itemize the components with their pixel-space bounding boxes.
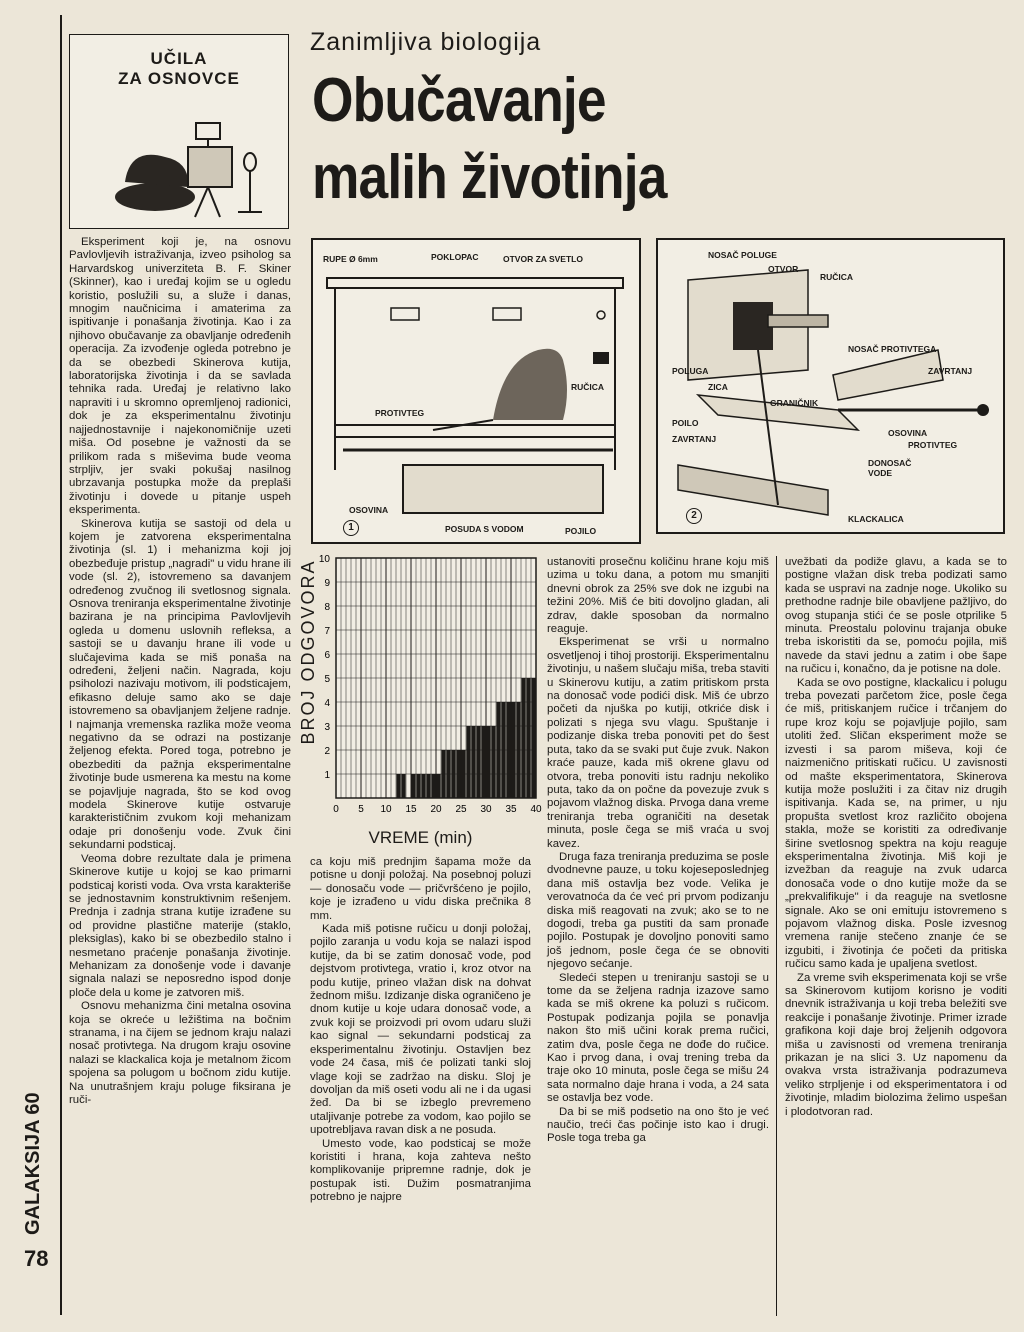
bar [492, 726, 496, 798]
label-wire: ZICA [708, 382, 728, 392]
label-water-dish: POSUDA S VODOM [445, 524, 524, 534]
y-tick-label: 3 [324, 722, 330, 733]
y-tick-label: 10 [318, 554, 330, 565]
column-1 [69, 236, 291, 1107]
label-screw-bottom: ZAVRTANJ [672, 434, 717, 444]
bar [472, 726, 476, 798]
paragraph: Druga faza treniranja preduzima se posle dvodnevne pauze, u toku kojeseposlednjeg dana miš ostavlja bez vode. Velika je verovatnoća da će već pri prvom podizanju diska miš reagovati na zvuk; ako se to ne dogodi, treba ga pustiti da sam pronađe pojilo. Postupak je dovoljno ponoviti samo još jednom, posle čega će se obnoviti njegovo sećanje. [547, 850, 769, 971]
bar [412, 774, 416, 798]
bar [397, 774, 401, 798]
x-tick-label: 25 [455, 804, 467, 815]
y-tick-label: 7 [324, 626, 330, 637]
label-lever: POLUGA [672, 366, 709, 376]
y-tick-label: 1 [324, 770, 330, 781]
column-3 [547, 556, 769, 1146]
bar [527, 678, 531, 798]
x-tick-label: 5 [358, 804, 364, 815]
paragraph: Da bi se miš podsetio na ono što je već naučio, treći čas počinje isto kao i drugi. Posle toga treba ga [547, 1105, 769, 1145]
y-tick-label: 8 [324, 602, 330, 613]
y-tick-label: 6 [324, 650, 330, 661]
paragraph: Eksperiment koji je, na osnovu Pavlovljevih istraživanja, izveo psiholog sa Harvardskog univerziteta B. F. Skiner (Skinner), kao i uređaj kojim se u ogledu koristio, poslužili su, a služe i danas, mnogim naučnicima i amaterima za ispitivanje i ponašanja životinja. Kao i za njihovo obučavanje za obavljanje određenih operacija. Za izvođenje ogleda potrebno je da se obezbedi Skinerova kutija, laboratorijska životinja i da se savlada tehnika rada. Uređaj je relativno lako napraviti i u skromno opremljenoj radionici, dok je za eksperimentalnu životinju najjednostavnije i najekonomičnije uzeti miša. Od posebne je važnosti da se prilikom rada s miševima bude veoma strpljiv, jer svaki pokušaj nasilnog ubrzavanja postupka može da preplaši životinju i dovede u pitanje uspeh eksperimenta. [69, 236, 291, 517]
figure-1-number: 1 [343, 520, 359, 536]
label-counterweight-mount: NOSAČ PROTIVTEGA [848, 344, 937, 354]
bar [402, 774, 406, 798]
bar [497, 702, 501, 798]
paragraph: Umesto vode, kao podsticaj se može koristiti i hrana, koja zahteva nešto komplikovanije pripremne radnje, dok je postupak isti. Dužim posmatranjima potrebno je najpre [310, 1137, 531, 1204]
response-chart [298, 552, 543, 852]
label-opening: OTVOR [768, 264, 799, 274]
x-tick-label: 35 [505, 804, 517, 815]
bar [457, 750, 461, 798]
y-tick-label: 4 [324, 698, 330, 709]
column-2 [310, 856, 531, 1205]
school-aids-badge [69, 34, 289, 229]
paragraph: Eksperimenat se vrši u normalno osvetljenoj i tihoj prostoriji. Eksperimentalnu životinju, u našem slučaju miša, treba staviti u Skinerovu kutiju, a zatim pritiskom prsta na donosač vode podići disk. Miš će ubrzo početi da njuška po kutiji, otkriće disk i polizati s njega svu vlagu. Spuštanje i podizanje diska treba ponoviti pet do šest puta, tako da se svaki put čuje zvuk. Nakon kraće pauze, kada miš okrene glavu od otvora, treba ponoviti istu radnju nekoliko puta, tako da on počne da povezuje zvuk s pojavom vlažnog diska. Prvoga dana vreme treniranja treba ograničiti na desetak minuta, posle čega se miš vraća u svoj kavez. [547, 636, 769, 850]
bar [507, 702, 511, 798]
paragraph: Skinerova kutija se sastoji od dela u kojem je zatvorena eksperimentalna životinja (sl. 1) i mehanizma koji joj obezbeđuje pristup „nagradi" u vidu hrane ili vode (sl. 2), istovremeno sa davanjem određenog zvučnog ili svetlosnog signala. Osnova treniranja eksperimentalne životinje bazirana je na principima Pavlovljevih ogleda u domenu uslovnih refleksa, a sastoji se u davanju hrane ili vode u slučajevima kada se miš ponaša na određeni, željeni način. Nagrada, koju psiholozi nazivaju motivom, ili podsticajem, efikasno deluje samo ako se daje istovremeno sa obavljanjem željene radnje. I najmanja vremenska razlika može veoma negativno da se odrazi na postizanje željenog efekta. Pored toga, potrebno je obezbediti da pažnja eksperimentalne životinje bude usmerena ka mestu na kome se pojavljuje nagrada, što se kod ovog modela Skinerove kutije ostvaruje karakterističnim zvukom koji mehanizam odaje pri donošenju vode. Zvuk čini sekundarni podsticaj. [69, 517, 291, 852]
paragraph: ustanoviti prosečnu količinu hrane koju miš uzima u toku dana, a potom mu smanjiti dnevni obrok za 25% sve dok ne izgubi na težini 20%. Miš će biti dovoljno gladan, ali zdrav, dakle sposoban da normalno reaguje. [547, 556, 769, 636]
x-tick-label: 0 [333, 804, 339, 815]
bar [487, 726, 491, 798]
bar [522, 678, 526, 798]
column-rule [776, 556, 777, 1316]
bar [502, 702, 506, 798]
bar [442, 750, 446, 798]
bar [437, 774, 441, 798]
bar [452, 750, 456, 798]
paragraph: Kada se ovo postigne, klackalicu i polugu treba povezati parčetom žice, posle čega će miš, pritiskanjem ručice i trčanjem do rupe kroz koju se pojavljuje pojilo, sam utoliti žeđ. Sličan eksperiment može se izvesti i sa parom miševa, koji će naizmenično pritiskati ručicu. U zavisnosti od mašte eksperimentatora, Skinerova kutija može poslužiti i za čitav niz drugih ispitivanja. Kada se, na primer, u nju propušta svetlost kroz različito obojena stakla, može se koristiti za određivanje širine svetlosnog spektra na koju reaguje eksperimentalna životinja. Miš koji je izvežban da reaguje na zvuk udarca donosača vode o dno kutije može da se „prekvalifikuje" i da reaguje na svetlosne signale. Ako se oni emituju istovremeno s pojavom vlažnog diska. Posle izvesnog vremena ranije stečeno znanje će se izgubiti, i životinja će početi da pritiska ručicu samo kada je upaljena svetlost. [785, 676, 1007, 971]
bar [482, 726, 486, 798]
figure-1-skinner-box [311, 238, 641, 544]
badge-illustration [70, 87, 288, 227]
y-tick-label: 2 [324, 746, 330, 757]
y-tick-label: 9 [324, 578, 330, 589]
figure-2-number: 2 [686, 508, 702, 524]
bar [467, 726, 471, 798]
bar [462, 750, 466, 798]
page-number: 78 [24, 1246, 49, 1271]
label-water-carrier: DONOSAČ VODE [868, 458, 912, 478]
bar [447, 750, 451, 798]
bar [417, 774, 421, 798]
y-tick-label: 5 [324, 674, 330, 685]
x-tick-label: 10 [380, 804, 392, 815]
column-4 [785, 556, 1007, 1119]
article-kicker: Zanimljiva biologija [310, 28, 542, 56]
article-title-line-2: malih životinja [312, 143, 667, 212]
x-tick-label: 20 [430, 804, 442, 815]
label-handle: RUČICA [571, 382, 605, 392]
chart-svg [298, 552, 543, 852]
label-light-opening: OTVOR ZA SVETLO [503, 254, 583, 264]
label-counterweight: PROTIVTEG [908, 440, 958, 450]
bar [432, 774, 436, 798]
label-seesaw: KLACKALICA [848, 514, 904, 524]
chart-x-label: VREME (min) [368, 828, 473, 847]
paragraph: uvežbati da podiže glavu, a kada se to postigne vlažan disk treba podizati samo kada se uspravi na zadnje noge. Ukoliko su prethodne radnje bile obavljene pažljivo, do ovog stupanja stići će se posle otprilike 5 minuta. Preostalu polovinu trajanja obuke treba iskoristiti da se, pomoću pojila, miš navede da stavi jednu a zatim i obe šape na ručicu i, konačno, da je potisne na dole. [785, 556, 1007, 676]
x-tick-label: 15 [405, 804, 417, 815]
bar [422, 774, 426, 798]
bar [532, 678, 536, 798]
paragraph: Veoma dobre rezultate dala je primena Skinerove kutije u kojoj se kao primarni podsticaj koristi voda. Ova vrsta karakteriše se jednostavnim konstruktivnim rešenjem. Prednja i zadnja strana kutije izrađene su od providne plastične materije (staklo, pleksiglas), kako bi se obezbedilo stalno i nesmetano praćenje ponašanja životinje. Mehanizam za donošenje vode i davanje signala nalazi se neposredno ispod donje ploče dela u kome je zatvoren miš. [69, 852, 291, 999]
label-axle: OSOVINA [349, 505, 389, 515]
magazine-label: GALAKSIJA 60 [22, 1092, 44, 1235]
paragraph: Kada miš potisne ručicu u donji položaj, pojilo zaranja u vodu koja se nalazi ispod kutije, da bi se zatim donosač vode, pod dejstvom protivtega, vratio i, kroz otvor na podu kutije, prineo vlažan disk na dohvat žednom mišu. Izdizanje diska ograničeno je dnom kutije u koje udara donosač vode, a zvuk koji se proizvodi pri ovom udaru služi kao signal — sekundarni podsticaj za eksperimentalnu životinju. Ostavljen bez vode 24 časa, miš će polizati tanki sloj vlage koji se zadržao na disku. Sloj je dovoljan da miš oseti vodu ali ne i da ugasi žeđ. Da bi se izbeglo prevremeno utaljivanje potrebe za vodom, kao pojilo se upotrebljava ravan disk a ne posuda. [310, 923, 531, 1137]
x-tick-label: 40 [530, 804, 542, 815]
label-stopper: GRANIČNIK [770, 398, 819, 408]
paragraph: ca koju miš prednjim šapama može da potisne u donji položaj. Na posebnoj poluzi — donosaču vode — pričvršćeno je pojilo, koje je izrađeno u vidu diska prečnika 8 mm. [310, 856, 531, 922]
badge-line-2: ZA OSNOVCE [118, 69, 240, 88]
label-drinker: POILO [672, 418, 699, 428]
article-title-line-1: Obučavanje [312, 66, 606, 135]
badge-line-1: UČILA [150, 49, 208, 68]
label-counterweight: PROTIVTEG [375, 408, 425, 418]
label-screw-top: ZAVRTANJ [928, 366, 973, 376]
x-tick-label: 30 [480, 804, 492, 815]
paragraph: Sledeći stepen u treniranju sastoji se u tome da se željena radnja izazove samo kada se miš okrene ka poluzi s ručicom. Postupak podizanja pojila se ponavlja nakon što miš učini korak prema ručici, zatim dva, posle čega ne dođe do ručice. Kao i prvog dana, i ovaj trening treba da traje oko 10 minuta, posle čega se mišu 24 sata normalno daje hrana i voda, a 24 sata se ostavlja bez vode. [547, 971, 769, 1105]
label-holes: RUPE Ø 6mm [323, 254, 378, 264]
paragraph: Osnovu mehanizma čini metalna osovina koja se okreće u ležištima na bočnim stranama, i na čijem se jednom kraju nalazi nosač protivtega. Na drugom kraju osovine nalazi se klackalica koja je metalnom žicom spojena sa polugom u bočnom zidu kutije. Na unutrašnjem kraju poluge fiksirana je ruči- [69, 1000, 291, 1106]
bar [477, 726, 481, 798]
label-lid: POKLOPAC [431, 252, 479, 262]
figure-2-mechanism [656, 238, 1005, 534]
bar [517, 702, 521, 798]
label-lever-mount: NOSAČ POLUGE [708, 250, 777, 260]
chart-y-label: BROJ ODGOVORA [298, 559, 318, 745]
bar [512, 702, 516, 798]
label-handle: RUČICA [820, 272, 854, 282]
paragraph: Za vreme svih eksperimenata koji se vrše sa Skinerovom kutijom korisno je voditi dnevnik istraživanja u koji treba beležiti sve reakcije i ponašanje životinje. Primer izrade grafikona koji daje broj željenih odgovora miša u zavisnosti od vremena treniranja prikazan je na slici 3. Uz napomenu da ovakva vrsta istraživanja podrazumeva veliko strpljenje i od eksperimentatora i od životinje, mladim biolozima želimo uspešan i plodotvoran rad. [785, 971, 1007, 1118]
bar [427, 774, 431, 798]
label-drinker: POJILO [565, 526, 597, 536]
label-axle: OSOVINA [888, 428, 928, 438]
left-rule [60, 15, 62, 1315]
